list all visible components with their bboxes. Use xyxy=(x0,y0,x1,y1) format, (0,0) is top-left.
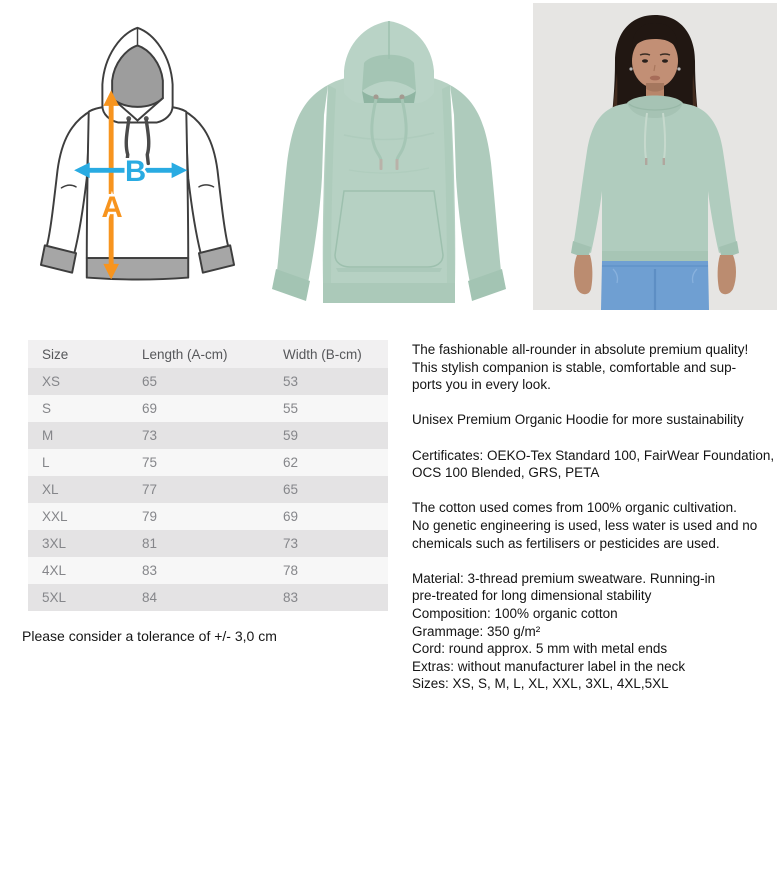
table-row: XXL 79 69 xyxy=(28,503,388,530)
flat-hoodie-photo xyxy=(263,5,515,315)
table-row: S 69 55 xyxy=(28,395,388,422)
table-row: L 75 62 xyxy=(28,449,388,476)
model-photo xyxy=(533,3,777,310)
length-label-a: A xyxy=(101,192,123,225)
hem-band xyxy=(87,258,188,279)
description-specs: Material: 3-thread premium sweatware. Running-in pre-treated for long dimensional stability Composition: 100% organic cotton Grammage: 350 g/m² Cord: round approx. 5 mm with metal ends Extras: without manufacturer label in the neck Sizes: XS, S, M, L, XL, XXL, 3XL, 4XL,5XL xyxy=(412,570,716,692)
kangaroo-pocket xyxy=(335,191,443,267)
width-label-b: B xyxy=(124,155,147,188)
flat-hoodie-illustration xyxy=(263,5,515,315)
tolerance-note: Please consider a tolerance of +/- 3,0 cm xyxy=(22,628,277,644)
table-row: XS 65 53 xyxy=(28,368,388,395)
col-header-width: Width (B-cm) xyxy=(283,340,388,368)
table-row: 4XL 83 78 xyxy=(28,557,388,584)
table-row: 3XL 81 73 xyxy=(28,530,388,557)
product-description xyxy=(412,341,777,710)
hoodie-line-drawing xyxy=(30,22,245,300)
size-table xyxy=(28,340,388,611)
table-row: M 73 59 xyxy=(28,422,388,449)
description-paragraph: Unisex Premium Organic Hoodie for more sustainability xyxy=(412,412,744,428)
table-row: 5XL 84 83 xyxy=(28,584,388,611)
size-table-header-row xyxy=(28,340,388,368)
description-paragraph: The cotton used comes from 100% organic cultivation. No genetic engineering is used, less water is used and no chemicals such as fertilisers or pesticides are used. xyxy=(412,500,758,551)
col-header-size: Size xyxy=(28,340,142,368)
model-illustration xyxy=(533,3,777,310)
description-paragraph: Certificates: OEKO-Tex Standard 100, FairWear Foundation, OCS 100 Blended, GRS, PETA xyxy=(412,447,775,481)
col-header-length: Length (A-cm) xyxy=(142,340,283,368)
table-row: XL 77 65 xyxy=(28,476,388,503)
size-table-section xyxy=(22,340,392,644)
hoodie-measurement-diagram xyxy=(30,22,245,300)
description-paragraph: The fashionable all-rounder in absolute premium quality! This stylish companion is stable, comfortable and sup- ports you in every look. xyxy=(412,342,749,393)
